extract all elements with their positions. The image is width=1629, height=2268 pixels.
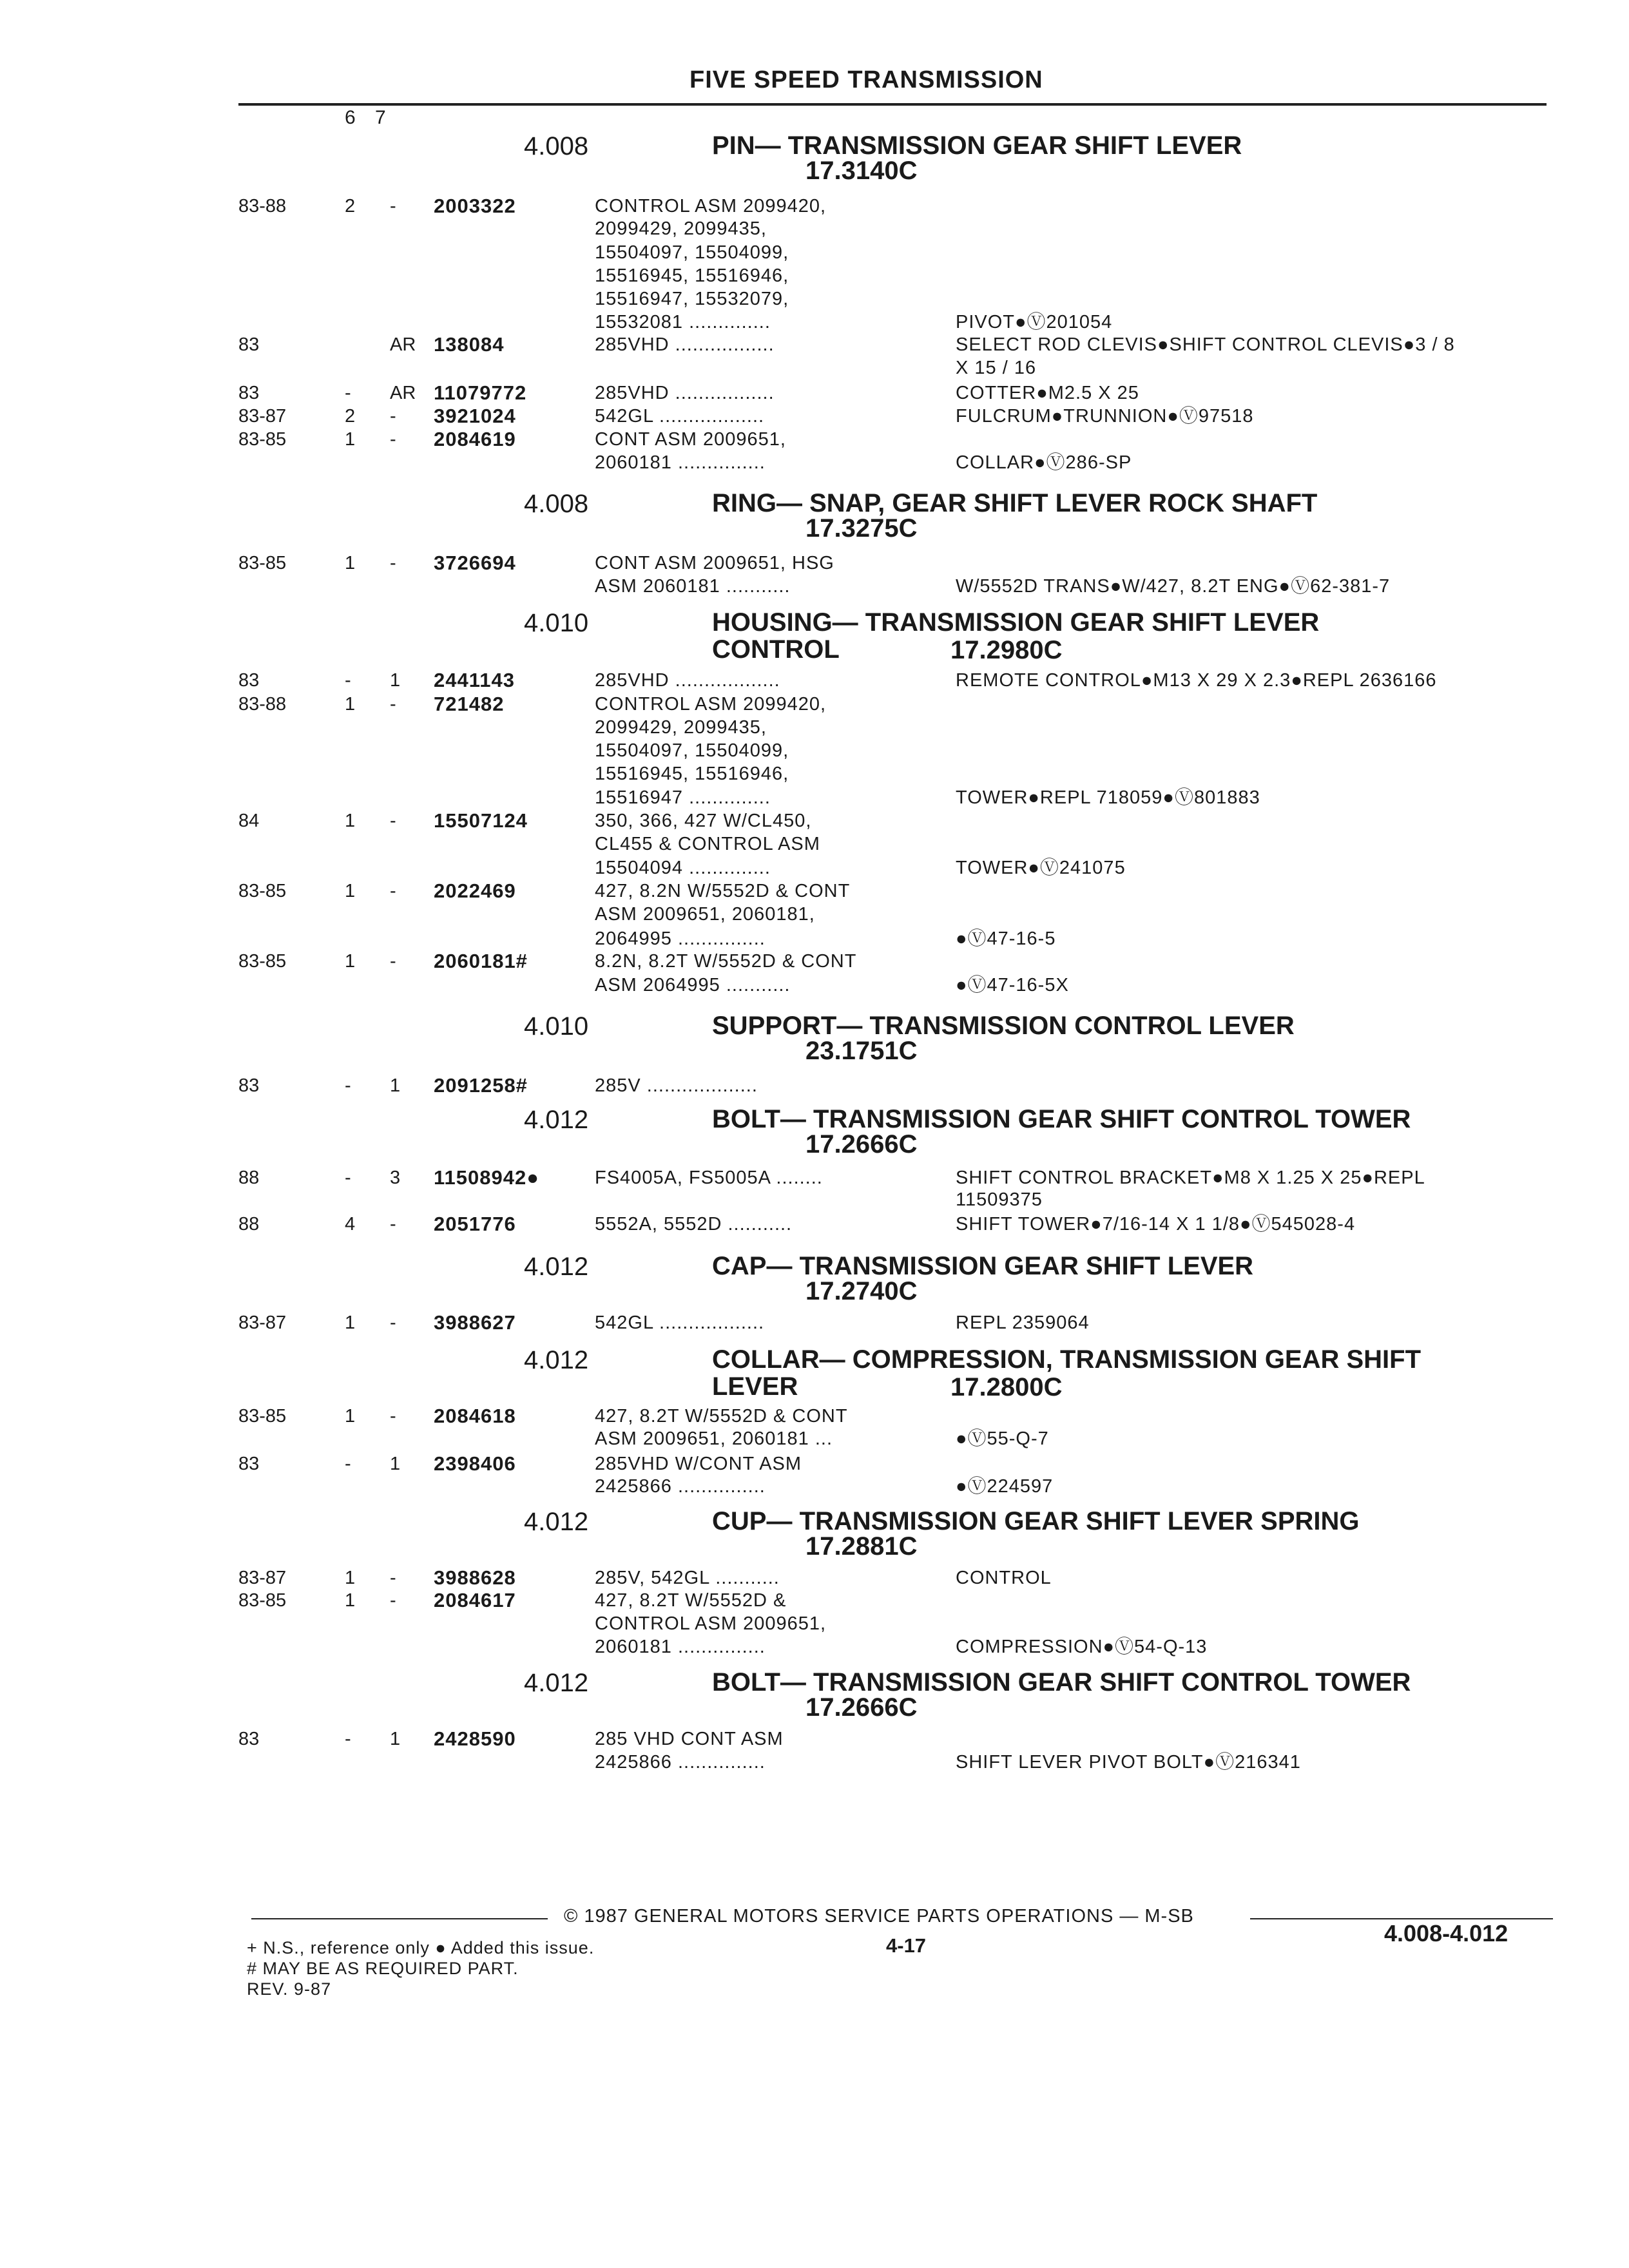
description-text: X 15 / 16 <box>956 358 1037 378</box>
usage-text: CONT ASM 2009651, HSG <box>595 553 834 573</box>
quantity-col6: 1 <box>345 881 356 901</box>
part-number: 3726694 <box>434 552 516 574</box>
usage-text: 2060181 ............... <box>595 452 766 473</box>
footer-copyright: © 1987 GENERAL MOTORS SERVICE PARTS OPERATIONS — M-SB <box>564 1906 1194 1927</box>
usage-text: 285VHD W/CONT ASM <box>595 1454 802 1474</box>
section-code: 17.2666C <box>805 1130 918 1158</box>
quantity-col6: 1 <box>345 429 356 450</box>
description-text: TOWER●REPL 718059●Ⓥ801883 <box>956 787 1260 808</box>
quantity-col7: - <box>390 1214 396 1235</box>
usage-text: ASM 2009651, 2060181, <box>595 904 815 925</box>
section-code: 17.2666C <box>805 1693 918 1722</box>
footer-section-range: 4.008-4.012 <box>1384 1920 1509 1946</box>
usage-text: CL455 & CONTROL ASM <box>595 834 820 854</box>
quantity-col7: AR <box>390 383 416 403</box>
usage-text: CONTROL ASM 2099420, <box>595 196 827 216</box>
quantity-col7: 1 <box>390 1454 401 1474</box>
description-text: ●Ⓥ47-16-5X <box>956 975 1069 995</box>
description-text: COMPRESSION●Ⓥ54-Q-13 <box>956 1637 1208 1657</box>
section-title: SUPPORT— TRANSMISSION CONTROL LEVER <box>712 1012 1295 1040</box>
section-title: CAP— TRANSMISSION GEAR SHIFT LEVER <box>712 1252 1254 1280</box>
section-title: HOUSING— TRANSMISSION GEAR SHIFT LEVER CONTROL <box>712 608 1320 664</box>
model-years: 83-88 <box>238 196 287 216</box>
quantity-col6: - <box>345 670 351 691</box>
model-years: 83-85 <box>238 1406 287 1427</box>
quantity-col6: 1 <box>345 951 356 972</box>
usage-text: 285VHD .................. <box>595 670 780 691</box>
section-number: 4.012 <box>524 1106 589 1134</box>
part-number: 2428590 <box>434 1727 516 1750</box>
quantity-col6: - <box>345 1075 351 1096</box>
column-headings: 6 7 <box>345 107 386 128</box>
usage-text: 15504097, 15504099, <box>595 740 789 761</box>
quantity-col7: 1 <box>390 1075 401 1096</box>
quantity-col7: AR <box>390 334 416 355</box>
quantity-col6: - <box>345 1454 351 1474</box>
usage-text: 542GL .................. <box>595 1312 765 1333</box>
usage-text: 15504094 .............. <box>595 858 771 878</box>
usage-text: 285 VHD CONT ASM <box>595 1729 784 1749</box>
model-years: 83-85 <box>238 951 287 972</box>
quantity-col6: 1 <box>345 1568 356 1588</box>
part-number: 2084619 <box>434 428 516 450</box>
section-number: 4.008 <box>524 132 589 160</box>
section-number: 4.012 <box>524 1346 589 1374</box>
quantity-col7: - <box>390 881 396 901</box>
model-years: 83 <box>238 334 260 355</box>
quantity-col7: - <box>390 553 396 573</box>
part-number: 11079772 <box>434 381 527 404</box>
part-number: 2051776 <box>434 1213 516 1235</box>
description-text: SHIFT CONTROL BRACKET●M8 X 1.25 X 25●REPL <box>956 1168 1425 1188</box>
usage-text: 15516947, 15532079, <box>595 289 789 309</box>
usage-text: 2425866 ............... <box>595 1752 766 1773</box>
quantity-col7: 1 <box>390 1729 401 1749</box>
model-years: 83-85 <box>238 881 287 901</box>
section-title: BOLT— TRANSMISSION GEAR SHIFT CONTROL TOWER <box>712 1105 1411 1133</box>
usage-text: 350, 366, 427 W/CL450, <box>595 811 812 831</box>
description-text: COLLAR●Ⓥ286-SP <box>956 452 1132 473</box>
quantity-col7: 3 <box>390 1168 401 1188</box>
section-code: 17.3140C <box>805 157 918 185</box>
model-years: 83 <box>238 670 260 691</box>
usage-text: 2099429, 2099435, <box>595 717 767 738</box>
quantity-col7: - <box>390 951 396 972</box>
description-text: REMOTE CONTROL●M13 X 29 X 2.3●REPL 2636166 <box>956 670 1437 691</box>
quantity-col7: - <box>390 406 396 427</box>
model-years: 83 <box>238 1075 260 1096</box>
quantity-col6: 1 <box>345 553 356 573</box>
section-code: 17.2881C <box>805 1532 918 1561</box>
section-title: COLLAR— COMPRESSION, TRANSMISSION GEAR SHIFT LEVER <box>712 1345 1422 1401</box>
usage-text: 8.2N, 8.2T W/5552D & CONT <box>595 951 857 972</box>
description-text: ●Ⓥ55-Q-7 <box>956 1428 1049 1449</box>
usage-text: 2099429, 2099435, <box>595 218 767 239</box>
quantity-col7: - <box>390 196 396 216</box>
quantity-col7: - <box>390 694 396 715</box>
part-number: 11508942● <box>434 1166 539 1189</box>
usage-text: CONTROL ASM 2099420, <box>595 694 827 715</box>
section-number: 4.012 <box>524 1253 589 1281</box>
usage-text: 427, 8.2T W/5552D & <box>595 1590 787 1611</box>
part-number: 3921024 <box>434 405 516 427</box>
section-title: CUP— TRANSMISSION GEAR SHIFT LEVER SPRING <box>712 1507 1360 1535</box>
quantity-col6: 1 <box>345 811 356 831</box>
quantity-col7: - <box>390 1590 396 1611</box>
description-text: SHIFT LEVER PIVOT BOLT●Ⓥ216341 <box>956 1752 1301 1773</box>
part-number: 15507124 <box>434 809 528 832</box>
description-text: SELECT ROD CLEVIS●SHIFT CONTROL CLEVIS●3 / 8 <box>956 334 1455 355</box>
description-text: REPL 2359064 <box>956 1312 1090 1333</box>
quantity-col6: 1 <box>345 1406 356 1427</box>
part-number: 2003322 <box>434 195 516 217</box>
part-number: 3988627 <box>434 1311 516 1334</box>
quantity-col6: - <box>345 383 351 403</box>
usage-text: ASM 2009651, 2060181 ... <box>595 1428 833 1449</box>
part-number: 2398406 <box>434 1452 516 1475</box>
description-text: W/5552D TRANS●W/427, 8.2T ENG●Ⓥ62-381-7 <box>956 576 1391 597</box>
model-years: 88 <box>238 1168 260 1188</box>
quantity-col7: - <box>390 811 396 831</box>
description-text: FULCRUM●TRUNNION●Ⓥ97518 <box>956 406 1254 427</box>
section-title: PIN— TRANSMISSION GEAR SHIFT LEVER <box>712 131 1242 160</box>
usage-text: ASM 2064995 ........... <box>595 975 791 995</box>
usage-text: 15504097, 15504099, <box>595 242 789 263</box>
usage-text: 427, 8.2T W/5552D & CONT <box>595 1406 848 1427</box>
usage-text: FS4005A, FS5005A ........ <box>595 1168 823 1188</box>
model-years: 83-87 <box>238 1312 287 1333</box>
model-years: 83-88 <box>238 694 287 715</box>
model-years: 83-85 <box>238 429 287 450</box>
description-text: PIVOT●Ⓥ201054 <box>956 312 1113 332</box>
usage-text: 5552A, 5552D ........... <box>595 1214 793 1235</box>
usage-text: CONT ASM 2009651, <box>595 429 786 450</box>
usage-text: 285V ................... <box>595 1075 758 1096</box>
usage-text: 15516947 .............. <box>595 787 771 808</box>
section-code: 23.1751C <box>805 1037 918 1065</box>
model-years: 83-85 <box>238 553 287 573</box>
description-text: CONTROL <box>956 1568 1052 1588</box>
footer-note-ns: + N.S., reference only ● Added this issue. <box>247 1938 595 1957</box>
section-number: 4.012 <box>524 1669 589 1697</box>
section-code: 17.2980C <box>950 636 1063 664</box>
footer-note-as-required: # MAY BE AS REQUIRED PART. <box>247 1959 519 1978</box>
model-years: 83 <box>238 1729 260 1749</box>
footer-note-revision: REV. 9-87 <box>247 1979 332 1999</box>
part-number: 2091258# <box>434 1074 528 1097</box>
model-years: 83-87 <box>238 1568 287 1588</box>
quantity-col6: - <box>345 1168 351 1188</box>
model-years: 83 <box>238 383 260 403</box>
part-number: 138084 <box>434 333 505 356</box>
usage-text: 542GL .................. <box>595 406 765 427</box>
model-years: 83 <box>238 1454 260 1474</box>
part-number: 2084617 <box>434 1589 516 1611</box>
quantity-col7: - <box>390 1406 396 1427</box>
usage-text: ASM 2060181 ........... <box>595 576 791 597</box>
page-title: FIVE SPEED TRANSMISSION <box>689 66 1043 93</box>
description-text: COTTER●M2.5 X 25 <box>956 383 1139 403</box>
description-text: SHIFT TOWER●7/16-14 X 1 1/8●Ⓥ545028-4 <box>956 1214 1356 1235</box>
description-text: ●Ⓥ224597 <box>956 1476 1054 1497</box>
part-number: 2084618 <box>434 1405 516 1427</box>
model-years: 84 <box>238 811 260 831</box>
usage-text: 285V, 542GL ........... <box>595 1568 780 1588</box>
section-code: 17.2740C <box>805 1277 918 1305</box>
quantity-col7: - <box>390 429 396 450</box>
part-number: 2441143 <box>434 669 515 691</box>
section-number: 4.012 <box>524 1508 589 1536</box>
footer-page-number: 4-17 <box>886 1934 927 1957</box>
section-title: RING— SNAP, GEAR SHIFT LEVER ROCK SHAFT <box>712 489 1318 517</box>
usage-text: 285VHD ................. <box>595 383 775 403</box>
part-number: 3988628 <box>434 1566 516 1589</box>
description-text: ●Ⓥ47-16-5 <box>956 928 1056 949</box>
quantity-col7: - <box>390 1568 396 1588</box>
usage-text: 285VHD ................. <box>595 334 775 355</box>
usage-text: 2425866 ............... <box>595 1476 766 1497</box>
description-text: 11509375 <box>956 1189 1043 1210</box>
section-code: 17.3275C <box>805 514 918 543</box>
section-title: BOLT— TRANSMISSION GEAR SHIFT CONTROL TOWER <box>712 1668 1411 1696</box>
quantity-col7: 1 <box>390 670 401 691</box>
section-number: 4.008 <box>524 490 589 518</box>
quantity-col6: 1 <box>345 694 356 715</box>
footer-rule-left <box>251 1918 548 1919</box>
usage-text: 15532081 .............. <box>595 312 771 332</box>
usage-text: CONTROL ASM 2009651, <box>595 1613 827 1634</box>
part-number: 2022469 <box>434 879 516 902</box>
quantity-col6: 2 <box>345 196 356 216</box>
section-number: 4.010 <box>524 609 589 637</box>
model-years: 88 <box>238 1214 260 1235</box>
footer-rule-right <box>1250 1918 1553 1919</box>
usage-text: 2064995 ............... <box>595 928 766 949</box>
usage-text: 15516945, 15516946, <box>595 265 789 286</box>
quantity-col6: - <box>345 1729 351 1749</box>
part-number: 2060181# <box>434 950 528 972</box>
quantity-col6: 1 <box>345 1590 356 1611</box>
description-text: TOWER●Ⓥ241075 <box>956 858 1126 878</box>
model-years: 83-85 <box>238 1590 287 1611</box>
section-code: 17.2800C <box>950 1373 1063 1401</box>
usage-text: 427, 8.2N W/5552D & CONT <box>595 881 851 901</box>
quantity-col6: 2 <box>345 406 356 427</box>
quantity-col6: 1 <box>345 1312 356 1333</box>
part-number: 721482 <box>434 693 505 715</box>
top-rule <box>238 103 1547 106</box>
model-years: 83-87 <box>238 406 287 427</box>
quantity-col6: 4 <box>345 1214 356 1235</box>
usage-text: 15516945, 15516946, <box>595 764 789 784</box>
quantity-col7: - <box>390 1312 396 1333</box>
section-number: 4.010 <box>524 1012 589 1041</box>
usage-text: 2060181 ............... <box>595 1637 766 1657</box>
